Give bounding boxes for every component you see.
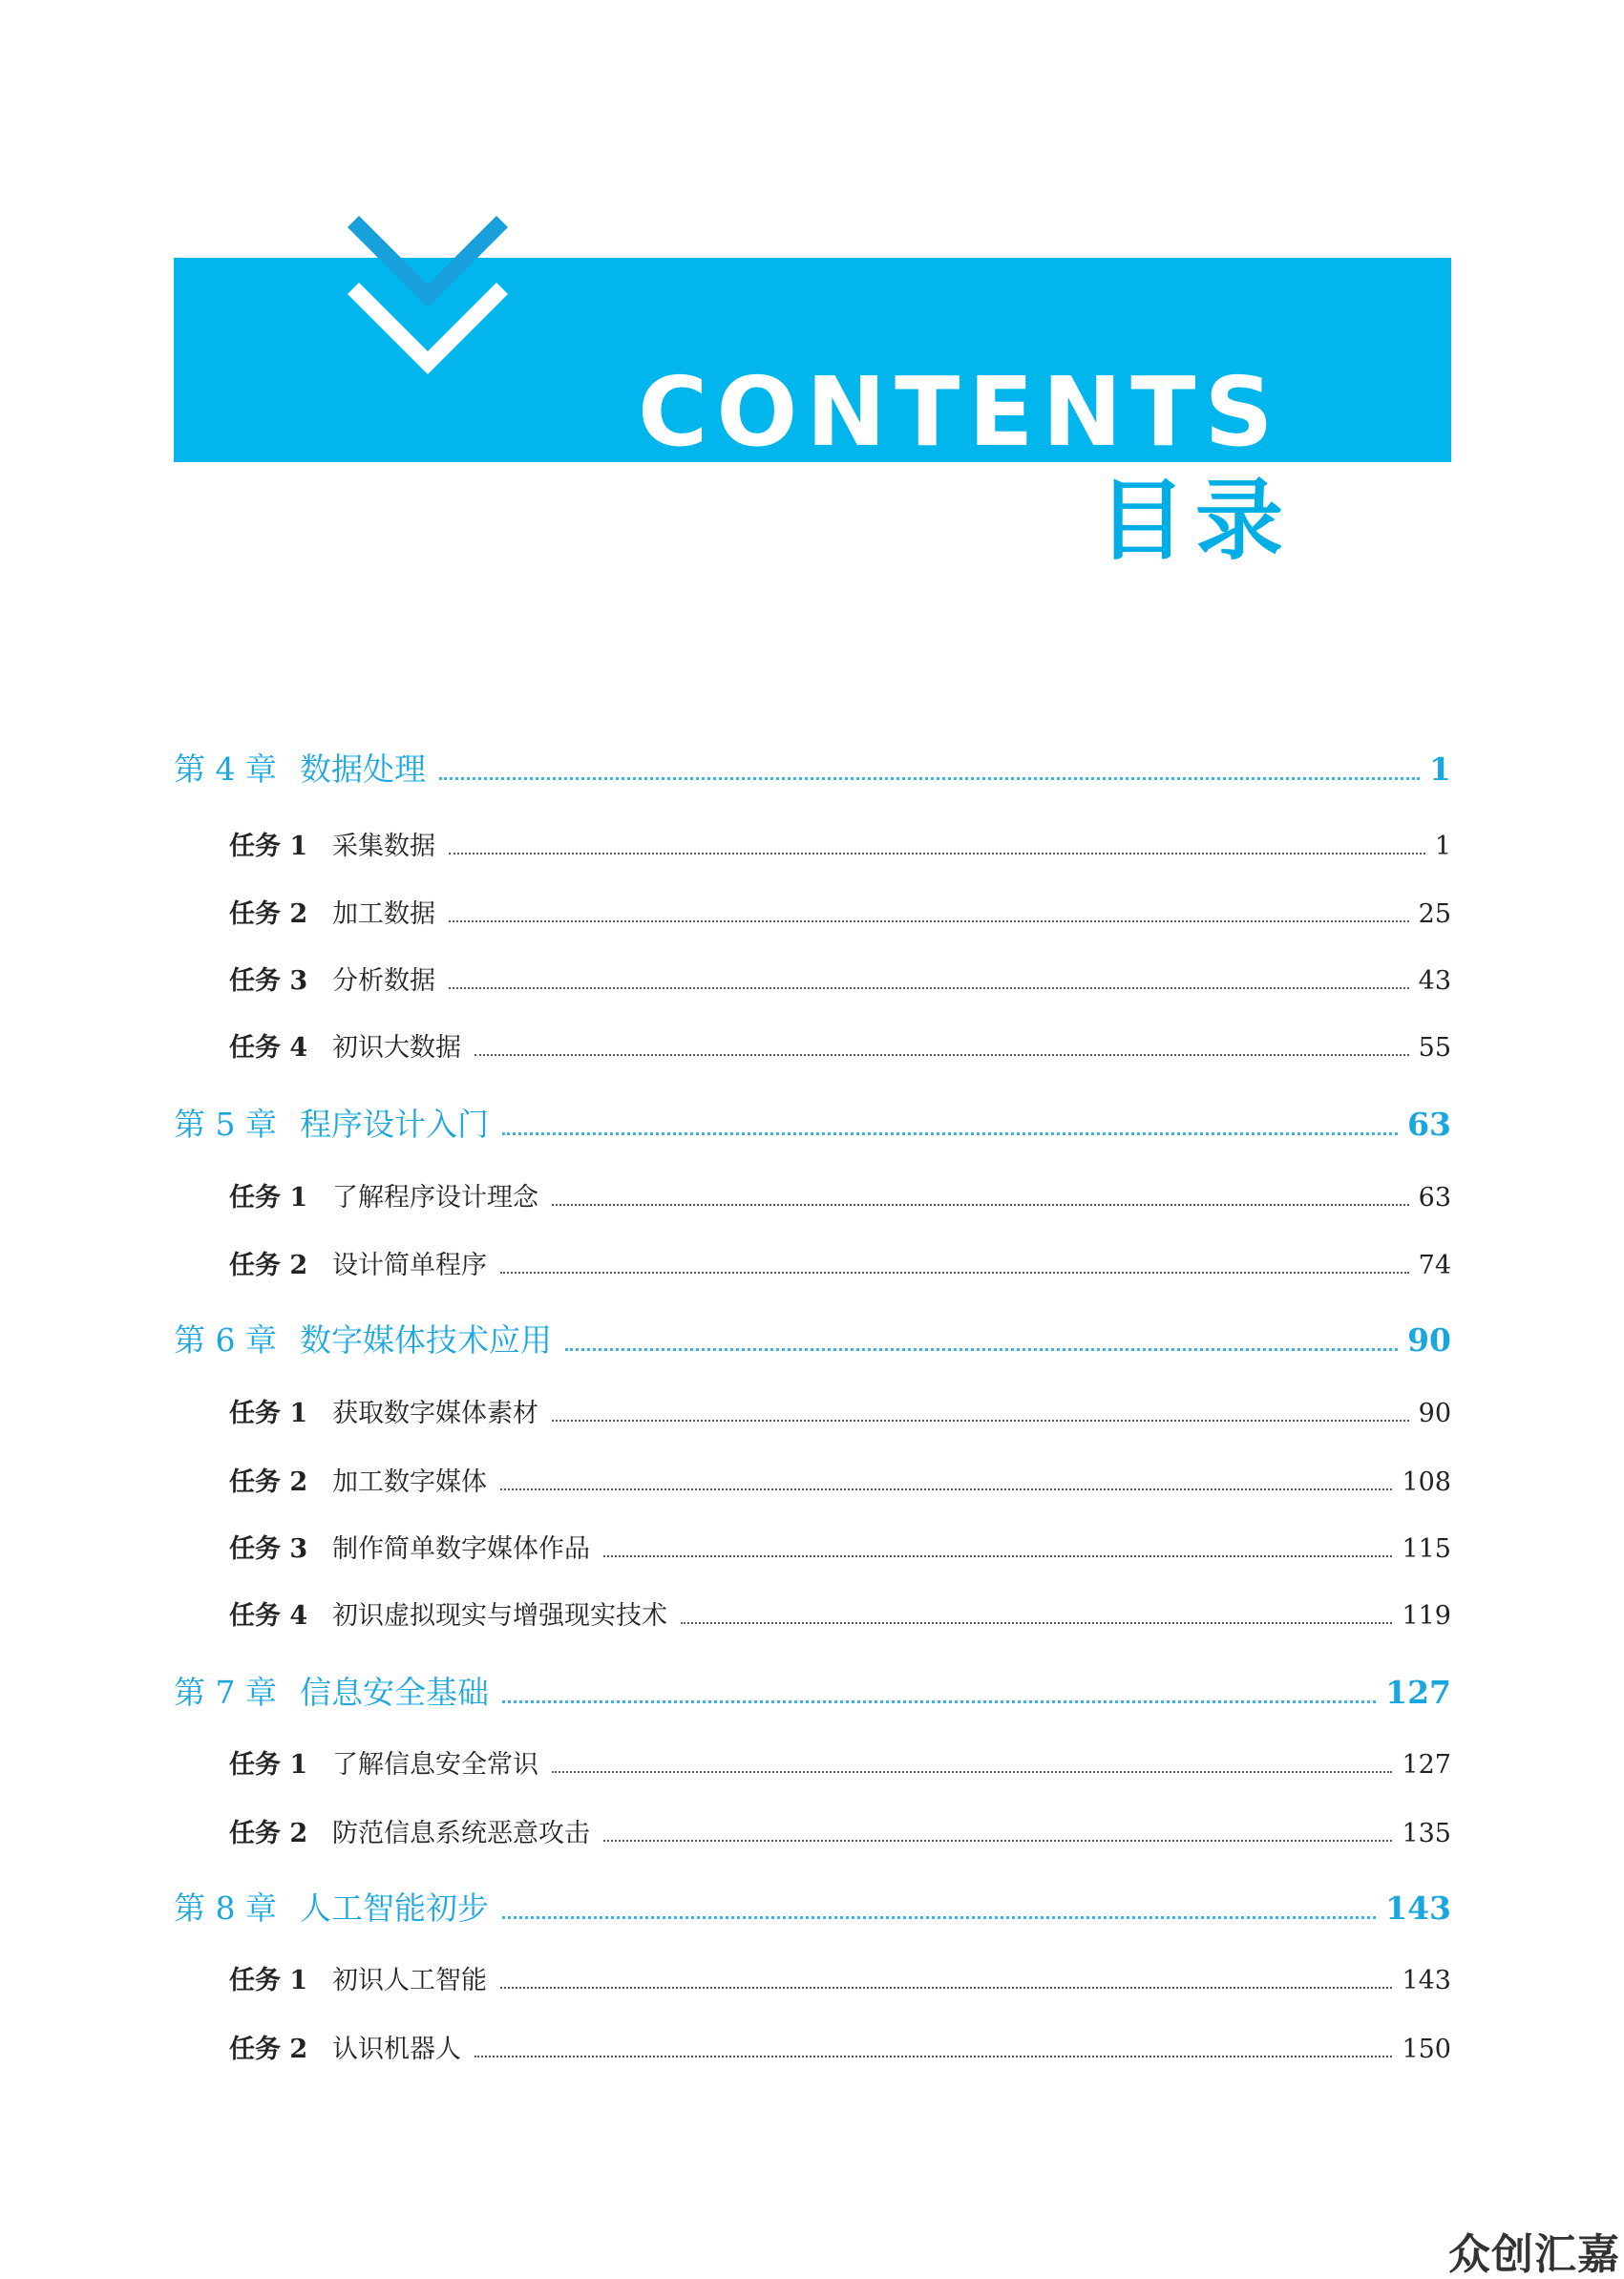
toc-entry-title: 设计简单程序: [332, 1251, 487, 1280]
toc-entry-title: 信息安全基础: [300, 1674, 489, 1711]
toc-entry-page: 119: [1402, 1601, 1451, 1631]
toc-entry-title: 数字媒体技术应用: [300, 1321, 552, 1359]
toc-entry-label: 第 4 章: [174, 750, 277, 788]
toc-entry-page: 1: [1434, 832, 1451, 861]
toc-entry-label: 任务 4: [229, 1033, 308, 1063]
toc-entry-label: 任务 4: [229, 1601, 308, 1631]
toc-entry-page: 25: [1418, 899, 1451, 929]
toc-entry-page: 143: [1402, 1966, 1451, 1995]
toc-entry-label: 第 8 章: [174, 1889, 277, 1927]
toc-entry-label: 任务 1: [229, 1750, 308, 1780]
toc-chapter-row[interactable]: [174, 745, 1451, 790]
dot-leader: [552, 1771, 1392, 1773]
toc-entry-label: 任务 3: [229, 1534, 308, 1564]
toc-entry-label: 任务 2: [229, 1251, 308, 1280]
toc-task-row[interactable]: [229, 1176, 1451, 1213]
toc-entry-label: 任务 1: [229, 832, 308, 861]
toc-entry-page: 115: [1402, 1534, 1451, 1564]
toc-entry-label: 任务 2: [229, 2035, 308, 2064]
dot-leader: [475, 2056, 1392, 2057]
dot-leader: [500, 1488, 1392, 1490]
toc-task-row[interactable]: [229, 960, 1451, 997]
dot-leader: [449, 853, 1425, 855]
toc-entry-title: 加工数据: [332, 899, 435, 929]
toc-entry-label: 第 7 章: [174, 1674, 277, 1711]
toc-entry-page: 63: [1418, 1183, 1451, 1213]
toc-entry-title: 认识机器人: [332, 2035, 461, 2064]
toc-entry-label: 任务 1: [229, 1183, 308, 1213]
toc-entry-title: 加工数字媒体: [332, 1467, 487, 1497]
watermark: 众创汇嘉: [1448, 2230, 1620, 2279]
dot-leader: [552, 1420, 1409, 1422]
dot-leader: [500, 1987, 1392, 1989]
toc-entry-label: 第 5 章: [174, 1106, 277, 1143]
toc-task-row[interactable]: [229, 893, 1451, 930]
toc-entry-page: 127: [1402, 1750, 1451, 1780]
toc-task-row[interactable]: [229, 1594, 1451, 1632]
toc-entry-page: 90: [1418, 1399, 1451, 1428]
dot-leader: [502, 1916, 1376, 1919]
toc-entry-title: 制作简单数字媒体作品: [332, 1534, 590, 1564]
toc-entry-label: 任务 1: [229, 1399, 308, 1428]
toc-task-row[interactable]: [229, 1026, 1451, 1064]
toc-entry-title: 了解程序设计理念: [332, 1183, 538, 1213]
dot-leader: [681, 1622, 1392, 1624]
toc-chapter-row[interactable]: [174, 1884, 1451, 1929]
toc-task-row[interactable]: [229, 1244, 1451, 1281]
dot-leader: [552, 1204, 1409, 1206]
toc-entry-page: 108: [1402, 1467, 1451, 1497]
toc-entry-title: 初识虚拟现实与增强现实技术: [332, 1601, 667, 1631]
dot-leader: [500, 1272, 1409, 1274]
toc-entry-page: 135: [1402, 1819, 1451, 1848]
toc-task-row[interactable]: [229, 1392, 1451, 1429]
toc-chapter-row[interactable]: [174, 1316, 1451, 1361]
toc-entry-page: 90: [1407, 1321, 1451, 1359]
dot-leader: [603, 1840, 1392, 1842]
toc-entry-title: 获取数字媒体素材: [332, 1399, 538, 1428]
toc-entry-page: 43: [1418, 966, 1451, 996]
toc-entry-page: 127: [1385, 1674, 1451, 1711]
toc-task-row[interactable]: [229, 1959, 1451, 1996]
dot-leader: [449, 987, 1409, 989]
toc-entry-label: 任务 2: [229, 1819, 308, 1848]
toc-entry-title: 数据处理: [300, 750, 426, 788]
toc-task-row[interactable]: [229, 1528, 1451, 1565]
toc-entry-label: 任务 1: [229, 1966, 308, 1995]
toc-chapter-row[interactable]: [174, 1100, 1451, 1145]
dot-leader: [502, 1132, 1398, 1135]
dot-leader: [439, 777, 1420, 780]
toc-entry-label: 第 6 章: [174, 1321, 277, 1359]
dot-leader: [475, 1054, 1409, 1056]
toc-entry-page: 74: [1418, 1251, 1451, 1280]
toc-task-row[interactable]: [229, 2028, 1451, 2065]
toc-entry-page: 1: [1429, 750, 1451, 788]
toc-task-row[interactable]: [229, 1461, 1451, 1498]
toc-entry-title: 了解信息安全常识: [332, 1750, 538, 1780]
mulu-title: 目录: [1098, 470, 1294, 572]
toc-entry-title: 防范信息系统恶意攻击: [332, 1819, 590, 1848]
toc-task-row[interactable]: [229, 1812, 1451, 1849]
toc-task-row[interactable]: [229, 825, 1451, 862]
toc-chapter-row[interactable]: [174, 1668, 1451, 1713]
toc-entry-page: 150: [1402, 2035, 1451, 2064]
toc-entry-title: 程序设计入门: [300, 1106, 489, 1143]
toc-entry-title: 分析数据: [332, 966, 435, 996]
toc-entry-label: 任务 3: [229, 966, 308, 996]
toc-entry-title: 采集数据: [332, 832, 435, 861]
toc-entry-title: 初识人工智能: [332, 1966, 487, 1995]
contents-title: CONTENTS: [638, 356, 1282, 468]
dot-leader: [502, 1700, 1376, 1703]
toc-task-row[interactable]: [229, 1743, 1451, 1781]
toc-entry-page: 143: [1385, 1889, 1451, 1927]
dot-leader: [603, 1555, 1392, 1557]
toc-entry-page: 63: [1407, 1106, 1451, 1143]
dot-leader: [449, 920, 1409, 922]
toc-entry-page: 55: [1418, 1033, 1451, 1063]
dot-leader: [565, 1348, 1398, 1351]
toc-entry-title: 初识大数据: [332, 1033, 461, 1063]
toc-entry-label: 任务 2: [229, 899, 308, 929]
toc-entry-label: 任务 2: [229, 1467, 308, 1497]
toc-entry-title: 人工智能初步: [300, 1889, 489, 1927]
